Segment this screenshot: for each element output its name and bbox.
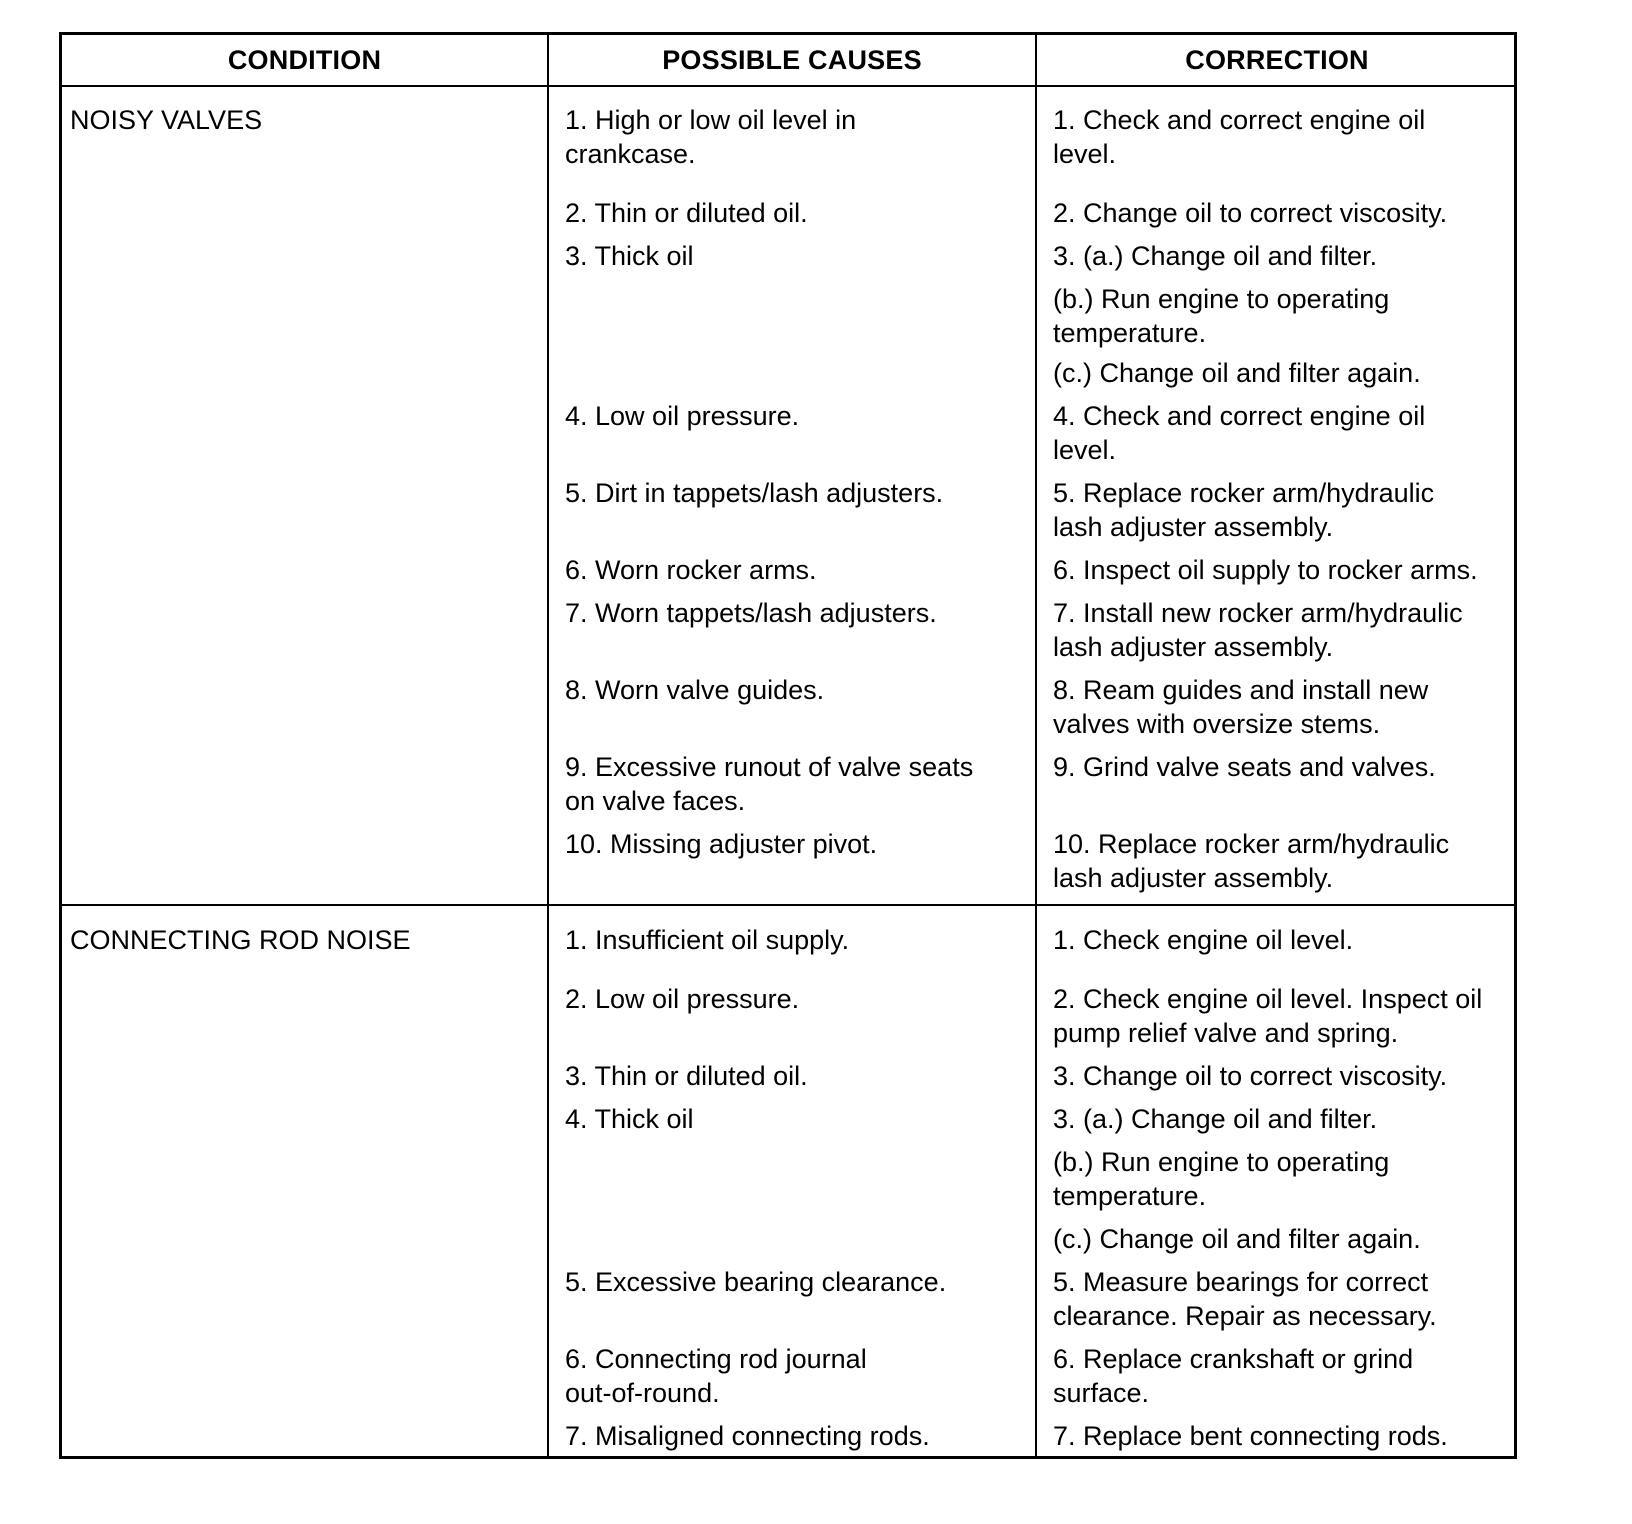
- cause-item: 10. Missing adjuster pivot.: [565, 829, 878, 859]
- diagnosis-table: [59, 32, 1517, 1459]
- correction-item: 6. Inspect oil supply to rocker arms.: [1053, 555, 1478, 585]
- cause-item: 4. Low oil pressure.: [565, 401, 800, 431]
- cause-item: 7. Misaligned connecting rods.: [565, 1421, 930, 1451]
- correction-item: 7. Install new rocker arm/hydraulic lash adjuster assembly.: [1053, 598, 1463, 662]
- correction-item: 6. Replace crankshaft or grind surface.: [1053, 1344, 1414, 1408]
- condition-noisy-valves: NOISY VALVES: [70, 105, 263, 135]
- section-divider: [62, 904, 1514, 906]
- column-divider: [547, 35, 549, 1456]
- correction-item: 10. Replace rocker arm/hydraulic lash adjuster assembly.: [1053, 829, 1450, 893]
- condition-connecting-rod-noise: CONNECTING ROD NOISE: [70, 925, 411, 955]
- correction-item: (b.) Run engine to operating temperature.: [1053, 284, 1390, 348]
- cause-item: 5. Dirt in tappets/lash adjusters.: [565, 478, 944, 508]
- cause-item: 9. Excessive runout of valve seats on valve faces.: [565, 752, 974, 816]
- correction-item: 3. (a.) Change oil and filter.: [1053, 241, 1378, 271]
- cause-item: 7. Worn tappets/lash adjusters.: [565, 598, 937, 628]
- correction-item: 7. Replace bent connecting rods.: [1053, 1421, 1448, 1451]
- cause-item: 6. Worn rocker arms.: [565, 555, 817, 585]
- correction-item: 9. Grind valve seats and valves.: [1053, 752, 1436, 782]
- correction-item: 1. Check and correct engine oil level.: [1053, 105, 1426, 169]
- cause-item: 2. Low oil pressure.: [565, 984, 800, 1014]
- cause-item: 5. Excessive bearing clearance.: [565, 1267, 947, 1297]
- correction-item: 1. Check engine oil level.: [1053, 925, 1354, 955]
- cause-item: 6. Connecting rod journal out-of-round.: [565, 1344, 867, 1408]
- correction-item: 3. Change oil to correct viscosity.: [1053, 1061, 1448, 1091]
- correction-item: 5. Measure bearings for correct clearance. Repair as necessary.: [1053, 1267, 1437, 1331]
- correction-item: (c.) Change oil and filter again.: [1053, 358, 1421, 388]
- header-correction: CORRECTION: [1185, 45, 1369, 75]
- cause-item: 3. Thick oil: [565, 241, 694, 271]
- header-possible-causes: POSSIBLE CAUSES: [662, 45, 922, 75]
- column-divider: [1035, 35, 1037, 1456]
- header-condition: CONDITION: [227, 45, 382, 75]
- cause-item: 1. Insufficient oil supply.: [565, 925, 850, 955]
- correction-item: 2. Change oil to correct viscosity.: [1053, 198, 1448, 228]
- cause-item: 2. Thin or diluted oil.: [565, 198, 808, 228]
- correction-item: 8. Ream guides and install new valves with oversize stems.: [1053, 675, 1429, 739]
- header-divider: [62, 85, 1514, 87]
- cause-item: 8. Worn valve guides.: [565, 675, 825, 705]
- correction-item: (b.) Run engine to operating temperature.: [1053, 1147, 1390, 1211]
- correction-item: 4. Check and correct engine oil level.: [1053, 401, 1426, 465]
- correction-item: 5. Replace rocker arm/hydraulic lash adjuster assembly.: [1053, 478, 1435, 542]
- correction-item: (c.) Change oil and filter again.: [1053, 1224, 1421, 1254]
- cause-item: 1. High or low oil level in crankcase.: [565, 105, 857, 169]
- cause-item: 3. Thin or diluted oil.: [565, 1061, 808, 1091]
- correction-item: 2. Check engine oil level. Inspect oil pump relief valve and spring.: [1053, 984, 1483, 1048]
- cause-item: 4. Thick oil: [565, 1104, 694, 1134]
- correction-item: 3. (a.) Change oil and filter.: [1053, 1104, 1378, 1134]
